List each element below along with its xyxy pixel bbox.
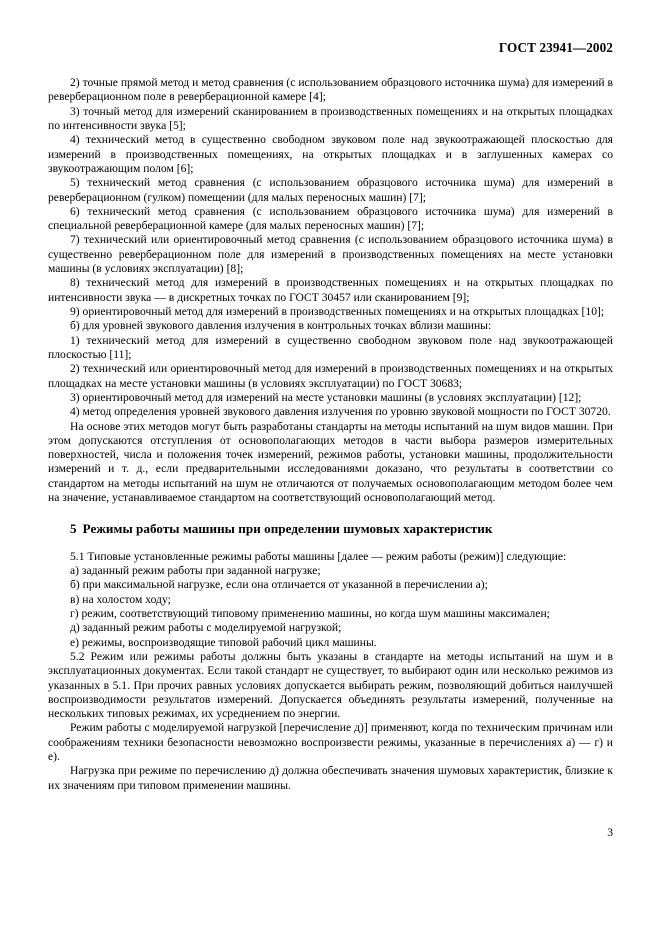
section-heading-5 <box>48 505 613 549</box>
section-number: 5 <box>70 521 77 537</box>
list-item: 6) технический метод сравнения (с использованием образцового источника шума) для измерений в специальной реверберационной камере (для малых переносных машин) [7]; <box>48 204 613 233</box>
clause-5-1: 5.1 Типовые установленные режимы работы машины [далее — режим работы (режим)] следующие: <box>70 549 567 563</box>
section-title: Режимы работы машины при определении шумовых характеристик <box>82 521 493 537</box>
list-item: 8) технический метод для измерений в производственных помещениях и на открытых площадках по интенсивности звука — в дискретных точках по ГОСТ 30457 или сканированием [9]; <box>48 276 613 304</box>
list-item: 3) ориентировочный метод для измерений на месте установки машины (в условиях эксплуатации) [12]; <box>70 390 582 404</box>
page-header-standard-number: ГОСТ 23941—2002 <box>498 40 613 55</box>
list-item: 4) метод определения уровней звукового давления излучения по уровню звуковой мощности по ГОСТ 30720. <box>70 405 611 419</box>
list-item: в) на холостом ходу; <box>70 592 171 606</box>
list-item: е) режимы, воспроизводящие типовой рабочий цикл машины. <box>70 635 377 649</box>
list-item: б) при максимальной нагрузке, если она отличается от указанной в перечислении а); <box>70 578 488 592</box>
paragraph-model-load-mode: Режим работы с моделируемой нагрузкой [перечисление д)] применяют, когда по техническим причинам или соображениям техники безопасности невозможно воспроизвести режимы, указанные в перечислениях а) — г) и е). <box>48 721 613 764</box>
list-item: а) заданный режим работы при заданной нагрузке; <box>70 564 321 577</box>
list-item: 1) технический метод для измерений в существенно свободном звуковом поле над звукоотражающей плоскостью [11]; <box>48 333 613 361</box>
list-item: г) режим, соответствующий типовому применению машины, но когда шум машины максимален; <box>70 606 550 620</box>
list-item: 4) технический метод в существенно свободном звуковом поле над звукоотражающей плоскостью для измерений в производственных помещениях, на открытых площадках и в заглушенных камерах со звукоотражающим полом [6]; <box>48 133 613 175</box>
list-item: 2) технический или ориентировочный метод для измерений в производственных помещениях и на открытых площадках на месте установки машины (в условиях эксплуатации) по ГОСТ 30683; <box>48 362 613 390</box>
list-item: д) заданный режим работы с моделируемой нагрузкой; <box>70 621 342 635</box>
list-item: 9) ориентировочный метод для измерений в производственных помещениях и на открытых площадках [10]; <box>70 305 605 318</box>
list-section-b-intro: б) для уровней звукового давления излучения в контрольных точках вблизи машины: <box>70 319 492 333</box>
list-item: 7) технический или ориентировочный метод сравнения (с использованием образцового источника шума) в существенно реверберационном поле для измерений в производственных помещениях на месте установки машины (в условиях эксплуатации) [8]; <box>48 233 613 276</box>
paragraph-standards-development: На основе этих методов могут быть разработаны стандарты на методы испытаний на шум видов машин. При этом допускаются отступления от основополагающих методов в части выбора размеров измерительных поверхностей, числа и положения точек измерений, режимов работы, установки машины, продолжительности измерений и т. д., если предварительными исследованиями доказано, что результаты в соответствии со стандартом на методы испытаний на шум не отличаются от получаемых основополагающим методом более чем на значение, устанавливаемое стандартом на соответствующий основополагающий метод. <box>48 419 613 505</box>
list-item: 3) точный метод для измерений сканированием в производственных помещениях и на открытых площадках по интенсивности звука [5]; <box>48 104 613 132</box>
page-body <box>48 76 613 793</box>
list-item: 2) точные прямой метод и метод сравнения (с использованием образцового источника шума) для измерений в реверберационном поле в реверберационной камере [4]; <box>48 76 613 104</box>
clause-5-2: 5.2 Режим или режимы работы должны быть указаны в стандарте на методы испытаний на шум и в эксплуатационных документах. Если такой стандарт не существует, то выбирают один или несколько режимов из указанных в 5.1. При прочих равных условиях допускается выбирать режим, позволяющий добиться наилучшей воспроизводимости результатов измерений. Допускается объединять результаты измерений, полученные на нескольких типовых режимах, их усреднением по энергии. <box>48 649 613 721</box>
list-item: 5) технический метод сравнения (с использованием образцового источника шума) для измерений в реверберационном (гулком) помещении (для малых переносных машин) [7]; <box>48 176 613 204</box>
page-number: 3 <box>607 826 613 839</box>
paragraph-load-requirements: Нагрузка при режиме по перечислению д) должна обеспечивать значения шумовых характеристик, близкие к их значениям при типовом применении машины. <box>48 764 613 792</box>
